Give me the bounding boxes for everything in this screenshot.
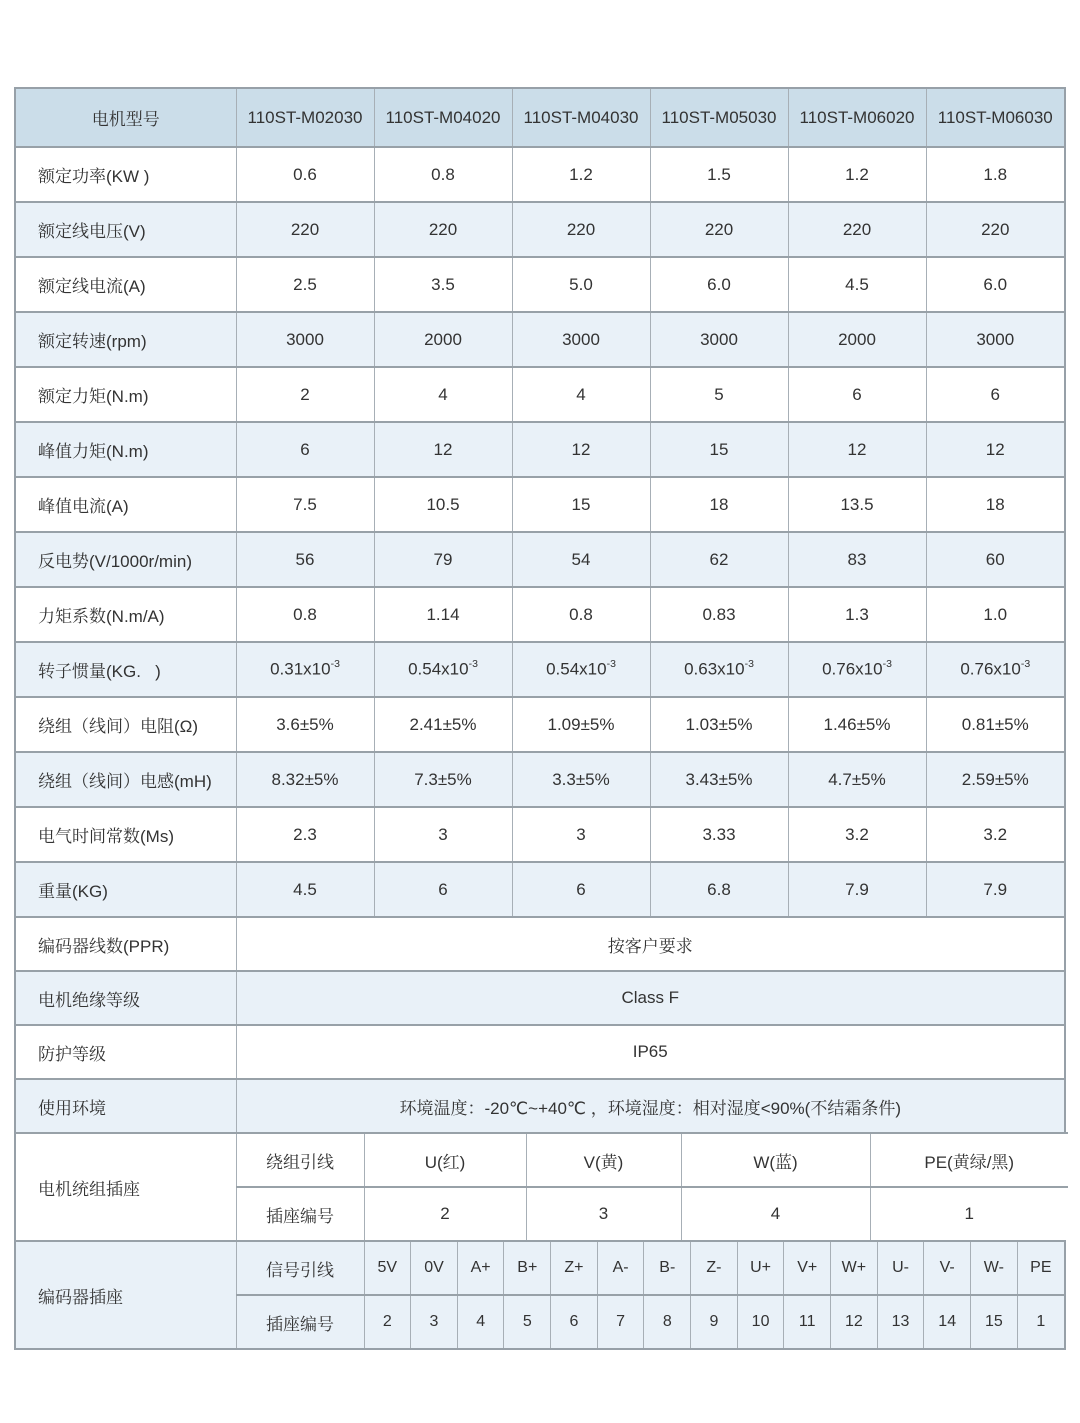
spec-value: 4.5 (293, 879, 317, 899)
encoder-pin-cell: 15 (971, 1295, 1018, 1348)
spec-value-cell (926, 367, 1064, 422)
spec-value-cell (374, 752, 512, 807)
spec-value: 1.8 (983, 164, 1008, 184)
spec-value: 1.09±5% (547, 714, 615, 734)
spec-value-cell (788, 752, 926, 807)
spec-value: 0.54x10 (408, 659, 469, 679)
signal-lead-cell: Z- (691, 1241, 738, 1295)
row-label: 额定线电压(V) (16, 202, 236, 257)
encoder-pin-cell: 8 (644, 1295, 691, 1348)
row-label: 绕组（线间）电感(mH) (16, 752, 236, 807)
spec-value: 3000 (562, 329, 600, 349)
signal-lead-cell: A+ (457, 1241, 504, 1295)
spec-value: 1.2 (845, 164, 869, 184)
spec-row (16, 312, 1064, 367)
encoder-pin-cell: 4 (457, 1295, 504, 1348)
spec-value: 220 (428, 219, 458, 239)
spec-value: 12 (433, 439, 453, 459)
signal-lead-cell: A- (597, 1241, 644, 1295)
spec-value-cell (926, 422, 1064, 477)
spec-value: 3.5 (431, 274, 455, 294)
spec-value-cell (512, 202, 650, 257)
row-label: 电气时间常数(Ms) (16, 807, 236, 862)
row-label: 转子惯量(KG. ) (16, 642, 236, 697)
spec-row (16, 807, 1064, 862)
spec-value-cell (236, 367, 374, 422)
spec-value-cell (650, 422, 788, 477)
spec-value-cell (650, 257, 788, 312)
spec-value-cell (926, 752, 1064, 807)
spec-value-cell (512, 422, 650, 477)
spec-value: 5 (714, 384, 724, 404)
signal-lead-cell: 5V (364, 1241, 411, 1295)
spec-value: 220 (842, 219, 872, 239)
spec-value: 220 (981, 219, 1010, 239)
spec-value-cell (788, 202, 926, 257)
socket-pin-cell: 2 (364, 1187, 526, 1240)
encoder-pin-cell: 13 (877, 1295, 924, 1348)
spec-value-cell (650, 862, 788, 917)
spec-value: 18 (709, 494, 729, 514)
spec-value-cell (788, 807, 926, 862)
row-label: 绕组（线间）电阻(Ω) (16, 697, 236, 752)
sub-row-label: 插座编号 (236, 1187, 364, 1240)
spec-value: 13.5 (840, 494, 874, 514)
signal-lead-cell: U- (877, 1241, 924, 1295)
spec-value: 6 (576, 879, 586, 899)
sub-row-label: 信号引线 (236, 1241, 364, 1295)
spec-value: 6.0 (983, 274, 1008, 294)
spec-value: 1.14 (426, 604, 460, 624)
spec-value-cell (374, 257, 512, 312)
spec-value: 12 (847, 439, 867, 459)
model-header-label: 电机型号 (16, 89, 236, 147)
spec-value-cell (926, 862, 1064, 917)
spec-value-cell (374, 422, 512, 477)
spec-value-cell (236, 532, 374, 587)
spec-value-cell (650, 697, 788, 752)
spec-value-cell (512, 862, 650, 917)
spec-value: 7.5 (293, 494, 317, 514)
spec-value-cell (650, 312, 788, 367)
spec-value-cell (650, 202, 788, 257)
winding-lead-cell: U(红) (364, 1133, 526, 1187)
model-column-header: 110ST-M06030 (926, 89, 1064, 147)
motor-socket-group-label: 电机统组插座 (16, 1133, 236, 1240)
spec-value-cell (236, 752, 374, 807)
spec-value: 220 (704, 219, 734, 239)
encoder-pin-cell: 2 (364, 1295, 411, 1348)
spec-value-cell (788, 862, 926, 917)
signal-lead-cell: V+ (784, 1241, 831, 1295)
spec-value: 3.2 (983, 824, 1008, 844)
spec-row (16, 697, 1064, 752)
spec-value-cell (374, 862, 512, 917)
row-label: 额定线电流(A) (16, 257, 236, 312)
sub-row-label: 插座编号 (236, 1295, 364, 1348)
spec-value-cell (926, 147, 1064, 202)
spec-value-cell (512, 477, 650, 532)
spec-value-cell (650, 807, 788, 862)
spec-row (16, 477, 1064, 532)
spec-value-cell (236, 807, 374, 862)
signal-lead-cell: B- (644, 1241, 691, 1295)
spec-value-cell (512, 257, 650, 312)
spec-value: 1.46±5% (823, 714, 891, 734)
exponent: -3 (330, 658, 340, 671)
spec-value: 7.9 (845, 879, 869, 899)
spec-row (16, 587, 1064, 642)
row-label: 额定功率(KW ) (16, 147, 236, 202)
spec-value: 8.32±5% (271, 769, 339, 789)
spec-value-cell (236, 477, 374, 532)
encoder-pin-cell: 10 (737, 1295, 784, 1348)
spec-value: 3.3±5% (552, 769, 610, 789)
spec-value-cell (650, 587, 788, 642)
spec-value-cell (512, 642, 650, 697)
socket-pin-cell: 4 (681, 1187, 870, 1240)
spec-row (16, 532, 1064, 587)
spec-value: 2.59±5% (961, 769, 1029, 789)
spec-value: 12 (571, 439, 591, 459)
spec-value-cell (236, 202, 374, 257)
row-label: 使用环境 (16, 1079, 236, 1132)
spec-value-cell (512, 147, 650, 202)
spec-value: 220 (566, 219, 596, 239)
spec-value: 15 (709, 439, 729, 459)
encoder-pin-cell: 14 (924, 1295, 971, 1348)
spec-value-cell (926, 587, 1064, 642)
spec-value-cell (650, 752, 788, 807)
signal-lead-cell: U+ (737, 1241, 784, 1295)
signal-lead-cell: PE (1017, 1241, 1064, 1295)
environment-value: 环境温度：-20℃~+40℃ ，环境湿度：相对湿度<90%(不结霜条件) (236, 1079, 1064, 1132)
spec-value-cell (650, 642, 788, 697)
signal-lead-cell: W+ (831, 1241, 878, 1295)
exponent: -3 (882, 658, 892, 671)
spec-value: 2.5 (293, 274, 317, 294)
spec-value: 79 (433, 549, 453, 569)
spec-row (16, 422, 1064, 477)
spec-value: 7.9 (983, 879, 1008, 899)
spec-value: 0.31x10 (270, 659, 331, 679)
model-column-header: 110ST-M05030 (650, 89, 788, 147)
spec-row (16, 367, 1064, 422)
spec-value: 60 (985, 549, 1005, 569)
exponent: -3 (606, 658, 616, 671)
spec-value-cell (788, 642, 926, 697)
spec-value-cell (512, 367, 650, 422)
spec-value: 0.76x10 (822, 659, 883, 679)
spec-value-cell (374, 642, 512, 697)
spec-value: 3.6±5% (276, 714, 334, 734)
spec-value-cell (788, 147, 926, 202)
spec-value: 18 (985, 494, 1005, 514)
encoder-pin-cell: 9 (691, 1295, 738, 1348)
spec-value: 7.3±5% (414, 769, 472, 789)
encoder-ppr-value: 按客户要求 (236, 917, 1064, 971)
spec-value: 1.2 (569, 164, 593, 184)
spec-value: 10.5 (426, 494, 460, 514)
spec-value-cell (926, 532, 1064, 587)
spec-value-cell (236, 257, 374, 312)
spec-value-cell (374, 312, 512, 367)
spec-value: 2.41±5% (409, 714, 477, 734)
spec-value: 1.5 (707, 164, 731, 184)
merged-row (16, 1025, 1064, 1079)
signal-lead-row (16, 1241, 1064, 1295)
encoder-socket-group-label: 编码器插座 (16, 1241, 236, 1348)
spec-value: 4 (576, 384, 586, 404)
spec-value: 220 (290, 219, 320, 239)
spec-value: 4.5 (845, 274, 869, 294)
spec-value: 3.33 (702, 824, 736, 844)
spec-row (16, 862, 1064, 917)
spec-value: 6 (438, 879, 448, 899)
encoder-pin-cell: 5 (504, 1295, 551, 1348)
spec-row (16, 202, 1064, 257)
spec-value-cell (512, 312, 650, 367)
spec-value: 2 (300, 384, 310, 404)
spec-value-cell (374, 697, 512, 752)
signal-lead-cell: V- (924, 1241, 971, 1295)
spec-value: 5.0 (569, 274, 593, 294)
row-label: 额定转速(rpm) (16, 312, 236, 367)
spec-value-cell (926, 257, 1064, 312)
encoder-pin-cell: 6 (551, 1295, 598, 1348)
spec-value-cell (788, 532, 926, 587)
model-column-header: 110ST-M02030 (236, 89, 374, 147)
exponent: -3 (1020, 658, 1031, 671)
spec-value-cell (926, 697, 1064, 752)
row-label: 重量(KG) (16, 862, 236, 917)
spec-value-cell (650, 532, 788, 587)
spec-value-cell (512, 697, 650, 752)
encoder-pin-cell: 3 (411, 1295, 458, 1348)
encoder-pin-cell: 11 (784, 1295, 831, 1348)
encoder-socket-section (16, 1240, 1064, 1348)
spec-value-cell (374, 367, 512, 422)
row-label: 峰值力矩(N.m) (16, 422, 236, 477)
winding-socket-section (16, 1132, 1068, 1240)
spec-value-cell (236, 147, 374, 202)
spec-value-cell (926, 477, 1064, 532)
encoder-pin-cell: 12 (831, 1295, 878, 1348)
spec-value: 1.3 (845, 604, 869, 624)
spec-value-cell (512, 587, 650, 642)
spec-value-cell (788, 477, 926, 532)
spec-value: 6 (852, 384, 862, 404)
spec-table (16, 89, 1064, 1132)
encoder-pin-cell: 1 (1017, 1295, 1064, 1348)
spec-row (16, 642, 1064, 697)
row-label: 峰值电流(A) (16, 477, 236, 532)
spec-value-cell (236, 642, 374, 697)
spec-value: 0.6 (293, 164, 317, 184)
spec-value: 3.43±5% (685, 769, 753, 789)
spec-value: 2000 (838, 329, 876, 349)
row-label: 反电势(V/1000r/min) (16, 532, 236, 587)
spec-value: 0.63x10 (684, 659, 745, 679)
socket-pin-cell: 1 (870, 1187, 1068, 1240)
model-column-header: 110ST-M06020 (788, 89, 926, 147)
sub-row-label: 绕组引线 (236, 1133, 364, 1187)
spec-value-cell (650, 477, 788, 532)
spec-value: 3000 (286, 329, 324, 349)
spec-value-cell (374, 147, 512, 202)
spec-value: 6 (300, 439, 310, 459)
spec-value-cell (788, 422, 926, 477)
spec-value-cell (788, 257, 926, 312)
spec-value: 1.03±5% (685, 714, 753, 734)
spec-value-cell (650, 147, 788, 202)
spec-row (16, 752, 1064, 807)
insulation-class-value: Class F (236, 971, 1064, 1025)
row-label: 电机绝缘等级 (16, 971, 236, 1025)
merged-row (16, 1079, 1064, 1132)
spec-value: 56 (295, 549, 315, 569)
spec-value-cell (374, 202, 512, 257)
spec-value-cell (374, 532, 512, 587)
signal-lead-cell: 0V (411, 1241, 458, 1295)
spec-value: 54 (571, 549, 591, 569)
exponent: -3 (744, 658, 754, 671)
spec-value: 6 (990, 384, 1000, 404)
spec-value: 6.8 (707, 879, 731, 899)
spec-value-cell (512, 752, 650, 807)
spec-value: 3000 (976, 329, 1015, 349)
spec-value-cell (236, 697, 374, 752)
spec-value-cell (236, 862, 374, 917)
spec-value: 12 (985, 439, 1005, 459)
signal-lead-cell: B+ (504, 1241, 551, 1295)
signal-lead-cell: W- (971, 1241, 1018, 1295)
model-column-header: 110ST-M04020 (374, 89, 512, 147)
spec-value-cell (374, 477, 512, 532)
spec-value-cell (926, 312, 1064, 367)
exponent: -3 (468, 658, 478, 671)
winding-lead-cell: W(蓝) (681, 1133, 870, 1187)
spec-value-cell (512, 807, 650, 862)
spec-value-cell (926, 807, 1064, 862)
merged-row (16, 917, 1064, 971)
spec-value-cell (788, 367, 926, 422)
spec-value: 0.8 (431, 164, 455, 184)
row-label: 防护等级 (16, 1025, 236, 1079)
spec-value: 2.3 (293, 824, 317, 844)
spec-value: 15 (571, 494, 591, 514)
spec-value-cell (926, 202, 1064, 257)
signal-lead-cell: Z+ (551, 1241, 598, 1295)
socket-pin-cell: 3 (526, 1187, 681, 1240)
spec-value: 0.8 (569, 604, 593, 624)
spec-value: 0.54x10 (546, 659, 607, 679)
row-label: 额定力矩(N.m) (16, 367, 236, 422)
motor-spec-table (14, 87, 1066, 1350)
spec-value-cell (926, 642, 1064, 697)
spec-value: 2000 (424, 329, 462, 349)
row-label: 编码器线数(PPR) (16, 917, 236, 971)
row-label: 力矩系数(N.m/A) (16, 587, 236, 642)
model-column-header: 110ST-M04030 (512, 89, 650, 147)
spec-row (16, 257, 1064, 312)
spec-value-cell (650, 367, 788, 422)
spec-value-cell (236, 422, 374, 477)
spec-value: 62 (709, 549, 729, 569)
spec-value: 3 (438, 824, 448, 844)
spec-value-cell (374, 807, 512, 862)
spec-value-cell (512, 532, 650, 587)
spec-value-cell (236, 312, 374, 367)
spec-value: 3.2 (845, 824, 869, 844)
spec-value-cell (788, 587, 926, 642)
merged-row (16, 971, 1064, 1025)
spec-value: 4.7±5% (828, 769, 886, 789)
encoder-pin-cell: 7 (597, 1295, 644, 1348)
spec-value: 3000 (700, 329, 738, 349)
header-row (16, 89, 1064, 147)
spec-row (16, 147, 1064, 202)
protection-rating-value: IP65 (236, 1025, 1064, 1079)
spec-value-cell (236, 587, 374, 642)
spec-value: 0.76x10 (960, 659, 1021, 679)
winding-lead-cell: V(黄) (526, 1133, 681, 1187)
winding-lead-row (16, 1133, 1068, 1187)
winding-lead-cell: PE(黄绿/黑) (870, 1133, 1068, 1187)
spec-value-cell (788, 312, 926, 367)
spec-value-cell (788, 697, 926, 752)
spec-value: 4 (438, 384, 448, 404)
spec-value: 83 (847, 549, 867, 569)
spec-value: 0.81±5% (961, 714, 1029, 734)
spec-value: 1.0 (983, 604, 1008, 624)
spec-value: 6.0 (707, 274, 731, 294)
spec-value: 0.8 (293, 604, 317, 624)
spec-value-cell (374, 587, 512, 642)
spec-value: 3 (576, 824, 586, 844)
spec-value: 0.83 (702, 604, 736, 624)
